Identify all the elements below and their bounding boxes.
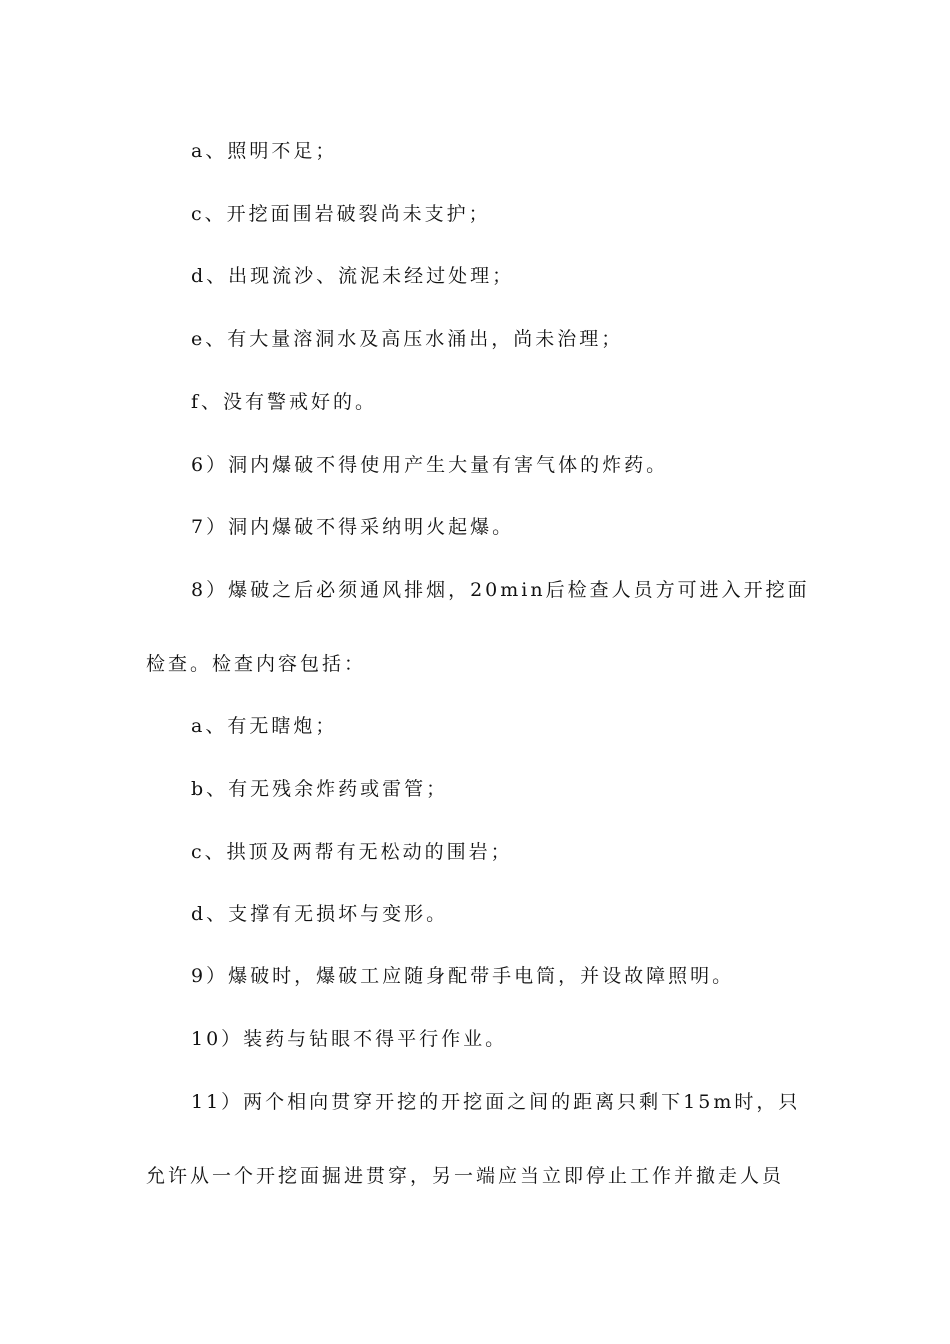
list-item-e-water-inflow: e、有大量溶洞水及高压水涌出，尚未治理；	[191, 328, 624, 350]
list-item-a-lighting: a、照明不足；	[191, 140, 338, 162]
check-item-d-support: d、支撑有无损坏与变形。	[191, 903, 449, 925]
rule-11-breakthrough: 11）两个相向贯穿开挖的开挖面之间的距离只剩下15m时，只	[191, 1091, 801, 1113]
check-item-b-residual: b、有无残余炸药或雷管；	[191, 778, 449, 800]
rule-8-ventilation: 8）爆破之后必须通风排烟，20min后检查人员方可进入开挖面	[191, 579, 810, 601]
list-item-f-warning: f、没有警戒好的。	[191, 391, 378, 413]
rule-8-continuation: 检查。检查内容包括：	[146, 653, 367, 675]
rule-6-explosives: 6）洞内爆破不得使用产生大量有害气体的炸药。	[191, 454, 669, 476]
list-item-d-quicksand: d、出现流沙、流泥未经过处理；	[191, 265, 515, 287]
rule-7-open-flame: 7）洞内爆破不得采纳明火起爆。	[191, 516, 515, 538]
check-item-a-misfire: a、有无瞎炮；	[191, 715, 338, 737]
rule-9-flashlight: 9）爆破时，爆破工应随身配带手电筒，并设故障照明。	[191, 965, 735, 987]
rule-10-charging: 10）装药与钻眼不得平行作业。	[191, 1028, 508, 1050]
check-item-c-loose-rock: c、拱顶及两帮有无松动的围岩；	[191, 841, 513, 863]
list-item-c-rock-support: c、开挖面围岩破裂尚未支护；	[191, 203, 491, 225]
rule-11-continuation: 允许从一个开挖面掘进贯穿，另一端应当立即停止工作并撤走人员	[146, 1165, 785, 1187]
